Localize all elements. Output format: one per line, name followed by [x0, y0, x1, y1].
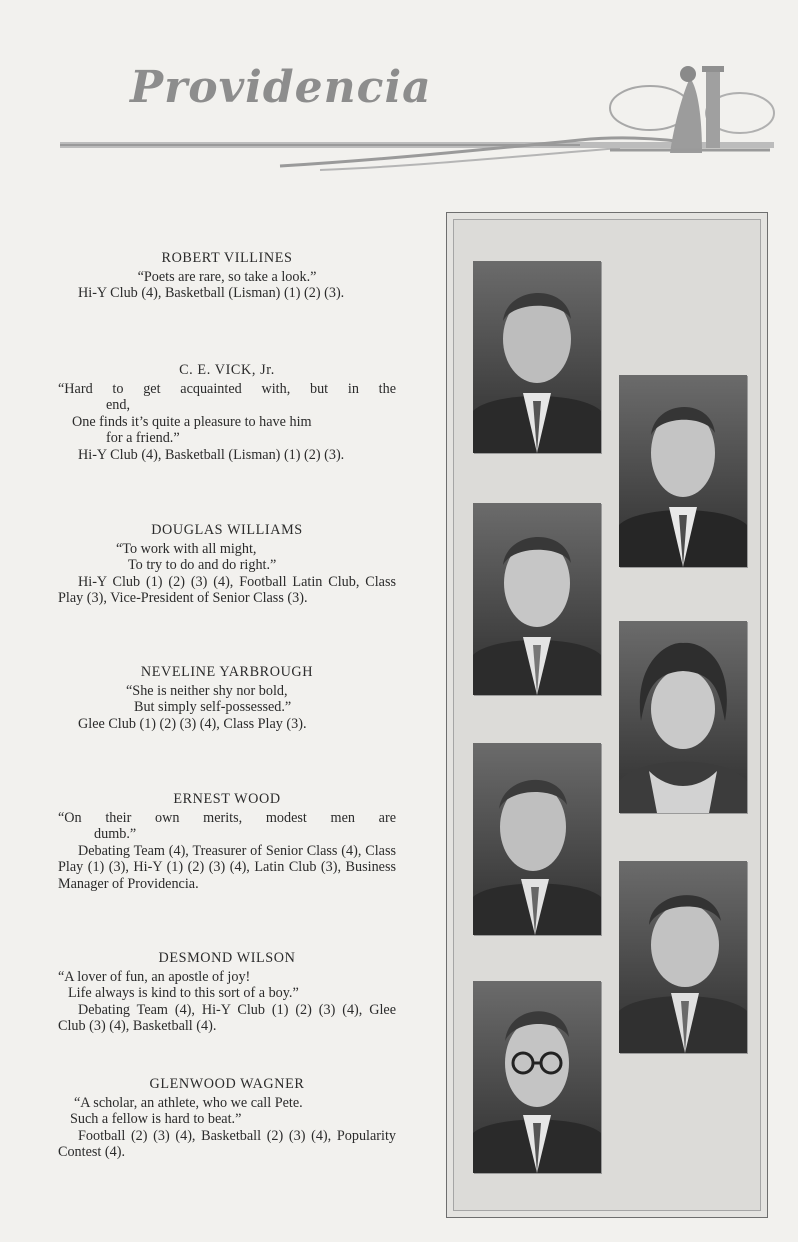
student-name: ROBERT VILLINES: [161, 250, 293, 266]
student-quote-line: end,: [106, 397, 131, 413]
student-quote-line: dumb.”: [94, 826, 137, 842]
student-quote-line: Life always is kind to this sort of a boy.”: [68, 985, 299, 1001]
student-name: DOUGLAS WILLIAMS: [151, 522, 303, 538]
photo-panel: [446, 212, 768, 1218]
student-name: DESMOND WILSON: [158, 950, 296, 966]
student-quote-line: “On their own merits, modest men are: [58, 809, 396, 826]
portrait-photo: [473, 743, 601, 935]
student-entry: [58, 664, 396, 732]
page-header: [0, 0, 798, 200]
portrait-photo: [473, 261, 601, 453]
student-name: GLENWOOD WAGNER: [149, 1076, 305, 1092]
student-quote: “Poets are rare, so take a look.”: [137, 268, 317, 285]
student-quote-line: for a friend.”: [106, 430, 180, 446]
student-quote-line: “To work with all might,: [116, 540, 257, 557]
student-quote-line: “A lover of fun, an apostle of joy!: [58, 968, 251, 985]
student-quote-line: But simply self-possessed.”: [134, 699, 292, 715]
student-quote-line: “She is neither shy nor bold,: [126, 682, 288, 699]
student-activities: Debating Team (4), Hi-Y Club (1) (2) (3) (4), Glee Club (3) (4), Basketball (4).: [58, 1001, 396, 1034]
student-activities: Debating Team (4), Treasurer of Senior Class (4), Class Play (1) (3), Hi-Y (1) (2) (3) (4), Latin Club (3), Business Manager of Providencia.: [58, 842, 396, 892]
student-quote-line: One finds it’s quite a pleasure to have him: [72, 413, 312, 430]
student-activities: Hi-Y Club (1) (2) (3) (4), Football Latin Club, Class Play (3), Vice-President of Senior Class (3).: [58, 573, 396, 606]
student-entry: [58, 950, 396, 1035]
student-entry: [58, 1076, 396, 1161]
student-entry: [58, 362, 396, 463]
student-activities: Football (2) (3) (4), Basketball (2) (3) (4), Popularity Contest (4).: [58, 1127, 396, 1160]
student-activities: Hi-Y Club (4), Basketball (Lisman) (1) (2) (3).: [78, 285, 345, 301]
portrait-photo: [619, 621, 747, 813]
student-name: C. E. VICK, Jr.: [179, 362, 275, 378]
student-entry: [58, 250, 396, 302]
student-activities: Hi-Y Club (4), Basketball (Lisman) (1) (2) (3).: [78, 446, 345, 463]
portrait-photo: [619, 375, 747, 567]
yearbook-title: Providencia: [130, 62, 432, 113]
portrait-photo: [473, 981, 601, 1173]
portrait-photo: [473, 503, 601, 695]
student-name: ERNEST WOOD: [173, 791, 281, 807]
student-name: NEVELINE YARBROUGH: [140, 664, 314, 680]
student-entry: [58, 791, 396, 892]
portrait-photo: [619, 861, 747, 1053]
decorative-figure-vignette: [590, 58, 780, 158]
student-activities: Glee Club (1) (2) (3) (4), Class Play (3).: [78, 715, 307, 732]
student-quote-line: “Hard to get acquainted with, but in the: [58, 380, 396, 397]
student-quote-line: To try to do and do right.”: [128, 557, 277, 573]
student-quote-line: “A scholar, an athlete, who we call Pete.: [74, 1094, 303, 1111]
student-entry: [58, 522, 396, 607]
student-quote-line: Such a fellow is hard to beat.”: [70, 1111, 242, 1127]
